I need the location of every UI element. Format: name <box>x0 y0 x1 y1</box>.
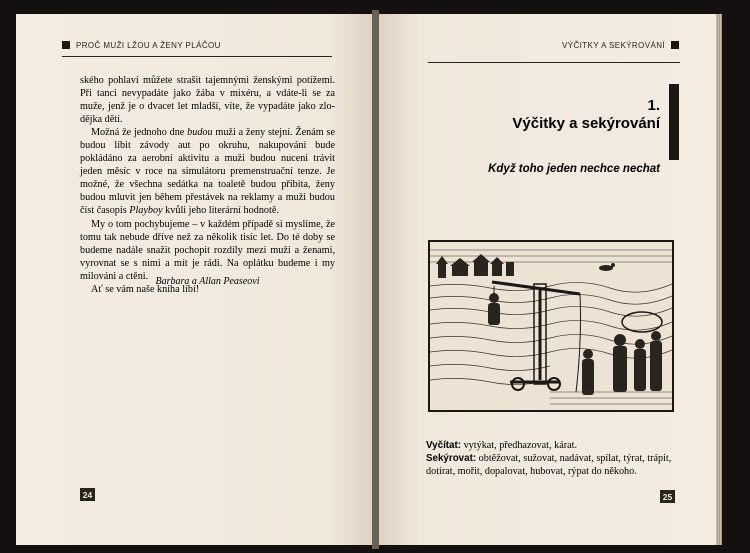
page-edges <box>716 14 722 545</box>
header-rule-right <box>428 62 680 63</box>
definitions <box>426 440 686 478</box>
chapter-title: Výčitky a sekýrování <box>512 115 660 132</box>
running-head-left <box>62 38 221 52</box>
chapter-subtitle: Když toho jeden nechce nechat <box>488 163 660 175</box>
paragraph-2: Možná že jednoho dne budou muži a ženy stejní. Ženám se budou líbit závody aut po okruhu, nakupování bude pokládáno za aerobní aktivitu a muži budou nuceni trávit jeden měsíc v roce na simulátoru premenstruační tenze. Je možné, že všechna sedátka na toaletě budou přibita, ženy budou mluvit jen během přestávek na reklamy a muži budou číst časopis Playboy kvůli jeho literární hodnotě. <box>80 127 335 217</box>
left-body-text <box>80 74 335 296</box>
paragraph-3: My o tom pochybujeme – v každém případě si myslíme, že tomu tak nebude dříve než za několik tisíc let. Do té doby se budeme nadále snažit pochopit rozdíly mezi muži a ženami, vyrovnat se s nimi a mít je rádi. Na oplátku budeme i my milováni a ctěni. <box>80 218 335 282</box>
square-marker-icon <box>671 41 679 49</box>
definition-2: Sekýrovat: obtěžovat, sužovat, nadávat, spílat, týrat, trápit, dotírat, mořit, dopalovat, hubovat, rýpat do někoho. <box>426 452 672 477</box>
chapter-number: 1. <box>647 97 660 114</box>
definition-1: Vyčítat: vytýkat, předhazovat, kárat. <box>426 440 578 451</box>
header-rule-left <box>62 56 332 57</box>
signature: Barbara a Allan Peaseovi <box>155 276 260 287</box>
page-number-left: 24 <box>80 488 95 501</box>
square-marker-icon <box>62 41 70 49</box>
paragraph-1: ského pohlaví můžete strašit tajemnými ženskými potížemi. Při tanci nevypadáte jako žába v mixéru, a vdáte-li se za muže, jenž je o dvacet let mladší, víte, že vypadáte jako zlodějka dětí. <box>80 75 335 126</box>
chapter-bar <box>669 84 679 160</box>
woodcut-illustration <box>428 240 674 412</box>
running-head-right <box>562 38 679 52</box>
book-spine <box>372 10 379 549</box>
woodcut-drawing <box>430 242 672 410</box>
paragraph-4: Ať se vám naše kniha líbí! <box>91 283 200 295</box>
running-head-right-text: VÝČITKY A SEKÝROVÁNÍ <box>562 40 665 50</box>
running-head-left-text: PROČ MUŽI LŽOU A ŽENY PLÁČOU <box>76 40 221 50</box>
page-number-right: 25 <box>660 490 675 503</box>
